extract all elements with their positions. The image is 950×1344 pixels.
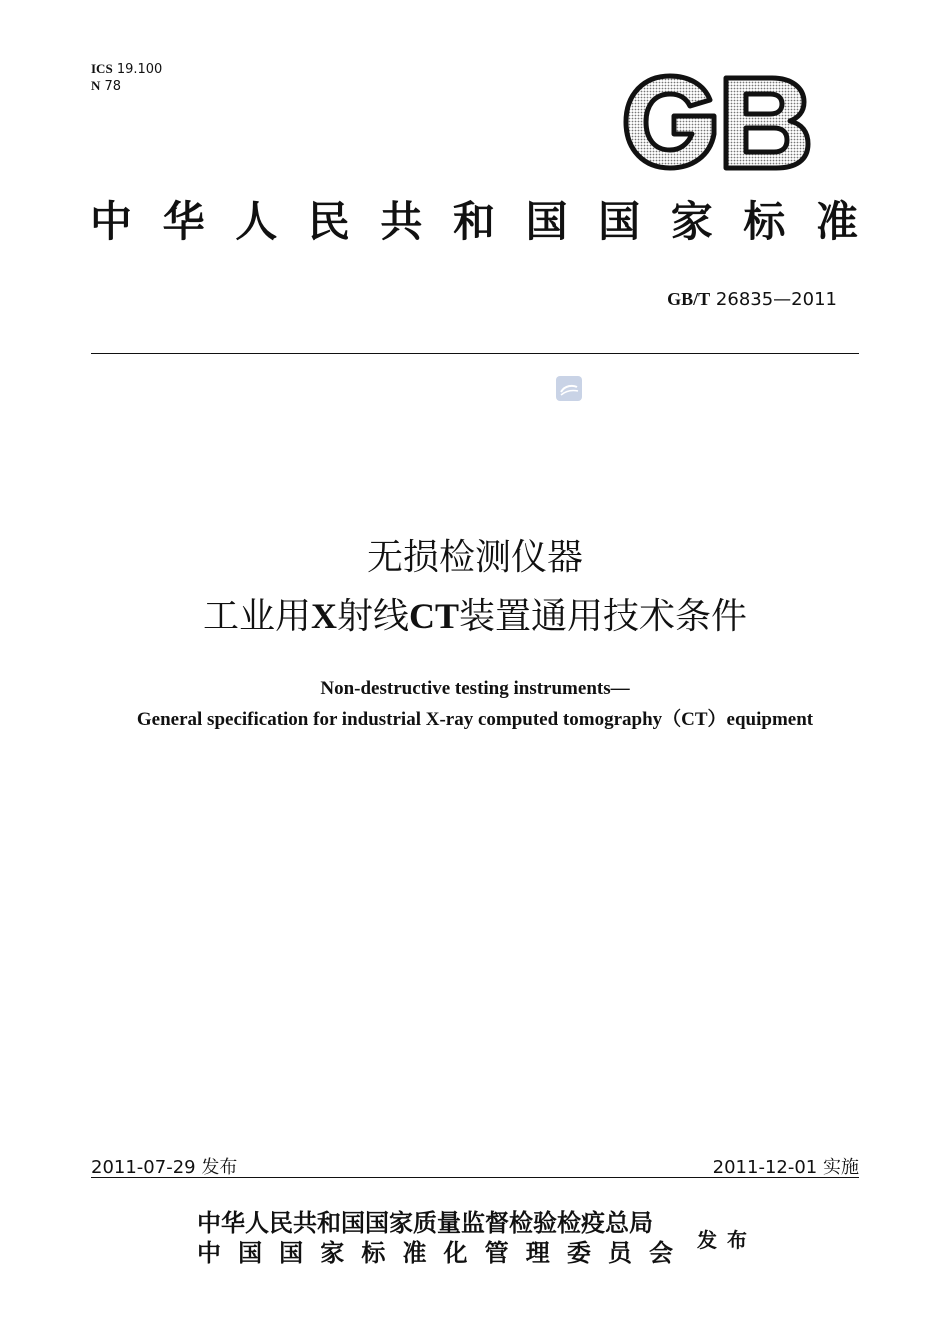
logo-text: GB xyxy=(717,132,719,133)
footer-divider xyxy=(91,1177,859,1178)
standard-number-prefix: GB/T xyxy=(667,289,711,309)
ccs-label: N xyxy=(91,78,101,93)
title-zh-ct: CT xyxy=(409,596,460,636)
ccs-code: 78 xyxy=(104,79,122,94)
issue-date: 2011-07-29 发布 xyxy=(91,1157,238,1178)
ccs-line xyxy=(91,78,162,95)
release-label: 发布 xyxy=(697,1228,757,1252)
implement-date: 2011-12-01 实施 xyxy=(712,1157,859,1178)
standard-number-value: 26835—2011 xyxy=(715,289,837,310)
title-zh-part2: 射线 xyxy=(336,596,409,637)
title-en-line2: General specification for industrial X-ray computed tomography（CT）equipment xyxy=(136,709,814,730)
issuer-sac: 中国国家标准化管理委员会 xyxy=(197,1238,673,1267)
standard-number xyxy=(667,289,837,310)
title-en-line1: Non-destructive testing instruments— xyxy=(320,678,630,699)
title-zh-part3: 装置通用技术条件 xyxy=(459,596,748,637)
issuer-aqsiq: 中华人民共和国国家质量监督检验检疫总局 xyxy=(197,1208,653,1237)
ics-label: ICS xyxy=(91,61,113,76)
title-zh-line2 xyxy=(0,594,950,639)
title-zh-part1: 工业用 xyxy=(202,596,311,637)
gb-logo xyxy=(622,72,812,172)
header-divider xyxy=(91,353,859,354)
ics-code: 19.100 xyxy=(116,62,163,77)
title-zh-x: X xyxy=(310,596,337,636)
sac-watermark-icon xyxy=(555,375,583,402)
classification-codes xyxy=(91,61,162,95)
national-standard-title: 中华人民共和国国家标准 xyxy=(90,197,860,246)
ics-line xyxy=(91,61,162,78)
title-zh-line1: 无损检测仪器 xyxy=(366,537,583,578)
